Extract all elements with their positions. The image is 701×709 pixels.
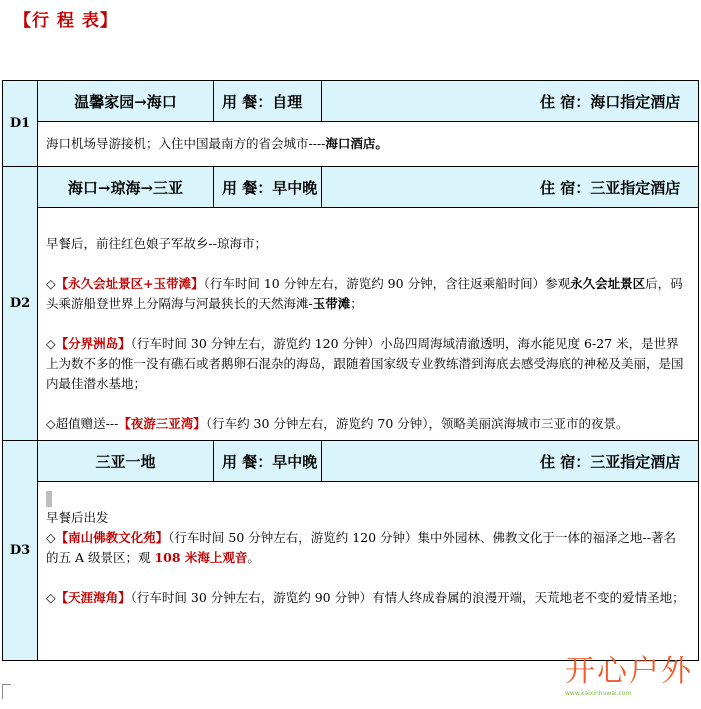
stay-label: 住 宿：三亚指定酒店 [540, 178, 681, 197]
day-content-d2 [38, 208, 699, 441]
day-content-d1 [38, 122, 699, 167]
meal-label: 用 餐：自理 [214, 81, 322, 121]
attraction-highlight: 玉带滩 [312, 296, 351, 311]
day-intro [46, 134, 688, 154]
day-header-d2 [38, 167, 699, 208]
list-item [46, 528, 688, 568]
list-item [46, 414, 688, 434]
list-item [46, 274, 688, 314]
diamond-bullet-icon: ◇ [46, 530, 56, 545]
attraction-highlight: 108 米海上观音 [154, 550, 248, 565]
diamond-bullet-icon: ◇ [46, 416, 56, 431]
attraction-highlight: 永久会址景区 [570, 276, 646, 291]
attraction-name: 【永久会址景区+玉带滩】 [55, 276, 204, 291]
attraction-desc: （行车时间 30 分钟左右，游览约 90 分钟）有情人终成眷属的浪漫开端，天荒地老不变的爱情圣地； [130, 590, 685, 605]
day-header-d1 [38, 81, 699, 122]
attraction-desc: （行车时间 30 分钟左右，游览约 120 分钟）小岛四周海域清澈透明，海水能见度 6-27 米，是世界上为数不多的惟一没有礁石或者鹅卵石混杂的海岛，跟随着国家级专业教练潜到海底去感受海底的神秘及美丽，是国内最佳潜水基地； [46, 336, 684, 391]
day-intro: 早餐后，前往红色娘子军故乡--琼海市； [46, 236, 267, 251]
logo-subtext: www.kaixinhuwai.com [565, 690, 632, 697]
attraction-desc: 。 [247, 550, 260, 565]
intro-text: 海口机场导游接机；入住中国最南方的省会城市---- [46, 136, 326, 151]
list-item [46, 334, 688, 394]
day-content-d3 [38, 482, 699, 661]
hotel-name: 海口酒店。 [325, 136, 388, 151]
route-label: 三亚一地 [38, 441, 214, 481]
route-label: 温馨家园→海口 [38, 81, 214, 121]
attraction-desc: ； [350, 296, 363, 311]
meal-label: 用 餐：早中晚 [214, 167, 322, 207]
page-corner-mark [2, 684, 11, 699]
bonus-prefix: 超值赠送--- [55, 416, 119, 431]
diamond-bullet-icon: ◇ [46, 590, 56, 605]
watermark-logo [565, 654, 695, 704]
attraction-desc: 后，码头乘游船登世界上分隔海与河最狭长的天然海滩- [46, 276, 683, 311]
list-item [46, 588, 688, 608]
page-title: 【行 程 表】 [14, 11, 118, 31]
attraction-desc: （行车约 30 分钟左右，游览约 70 分钟），领略美丽滨海城市三亚市的夜景。 [205, 416, 629, 431]
attraction-name: 【南山佛教文化苑】 [55, 530, 169, 545]
stay-label: 住 宿：三亚指定酒店 [540, 452, 681, 471]
attraction-desc: （行车时间 10 分钟左右，游览约 90 分钟，含往返乘船时间）参观 [203, 276, 571, 291]
day-header-d3 [38, 441, 699, 482]
attraction-name: 【夜游三亚湾】 [118, 416, 206, 431]
itinerary-table [2, 80, 699, 661]
diamond-bullet-icon: ◇ [46, 336, 56, 351]
meal-label: 用 餐：早中晚 [214, 441, 322, 481]
day-label-d1: D1 [3, 81, 38, 167]
stay-label: 住 宿：海口指定酒店 [540, 92, 681, 111]
diamond-bullet-icon: ◇ [46, 276, 56, 291]
day-label-d3: D3 [3, 441, 38, 661]
attraction-name: 【天涯海角】 [55, 590, 131, 605]
attraction-desc: （行车时间 50 分钟左右，游览约 120 分钟）集中外园林、佛教文化于一体的福泽之地--著名的五 A 级景区；观 [46, 530, 676, 565]
day-label-d2: D2 [3, 167, 38, 441]
attraction-name: 【分界洲岛】 [55, 336, 131, 351]
day-intro: 早餐后出发 [46, 510, 109, 525]
route-label: 海口→琼海→三亚 [38, 167, 214, 207]
logo-text: 开心户外 [565, 654, 693, 689]
text-cursor-marker [46, 491, 52, 507]
